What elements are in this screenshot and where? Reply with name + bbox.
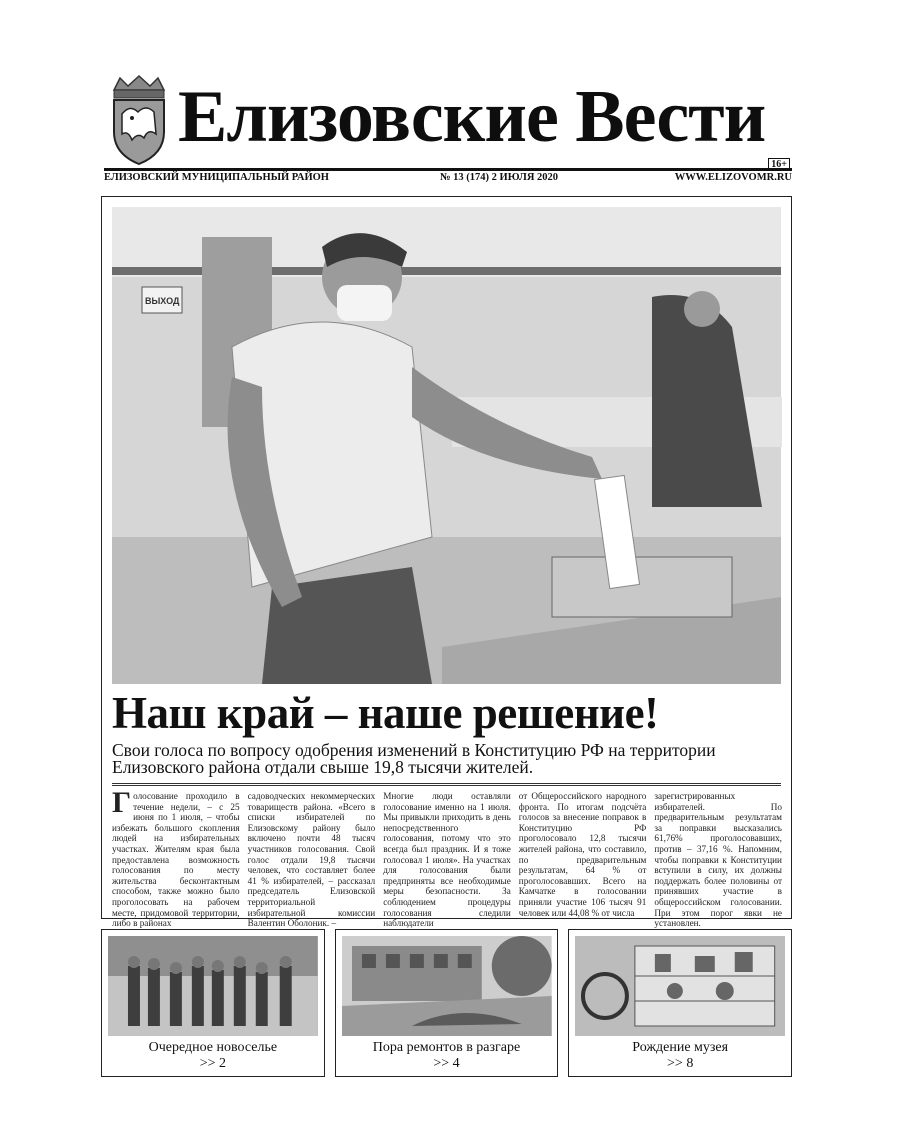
- lead-subhead: Свои голоса по вопросу одобрения изменений в Конституцию РФ на территории Елизовского района отдали свыше 19,8 тысячи жителей.: [112, 740, 716, 777]
- article-column-2: садоводческих некоммерческих товариществ района. «Всего в списки избирателей по Елизовскому району было включено почти 48 тысяч участников голосования. Свой голос отдали 19,8 тысячи человек, что составляет более 41 % избирателей, – рассказал председатель Елизовской территориальной избирательной комиссии Валентин Оболоник. –: [247, 791, 376, 929]
- masthead-subline: [104, 172, 792, 183]
- teaser-page-ref: >> 8: [667, 1056, 694, 1071]
- teaser-museum[interactable]: [568, 929, 792, 1077]
- teaser-repairs[interactable]: [335, 929, 559, 1077]
- age-rating-badge: 16+: [768, 158, 790, 171]
- newspaper-title: Елизовские Вести: [178, 76, 766, 158]
- lead-headline: Наш край – наше решение!: [112, 688, 659, 738]
- website-link[interactable]: WWW.ELIZOVOMR.RU: [674, 172, 792, 183]
- teaser-photo-group: [108, 936, 318, 1036]
- teaser-caption: Пора ремонтов в разгаре: [372, 1040, 521, 1055]
- lead-story: [101, 196, 792, 929]
- voting-scene-illustration: [112, 207, 781, 684]
- teaser-caption: Очередное новоселье: [148, 1040, 278, 1055]
- lead-photo: [112, 207, 781, 684]
- coat-of-arms-icon: [108, 74, 170, 166]
- teaser-photo-museum: [575, 936, 785, 1036]
- article-text-1: олосование проходило в течение недели, – с 25 июня по 1 июля, – чтобы избежать большого скопления людей на избирательных участках. Жителям края была предоставлена возможность голосования по месту жительства бесконтактным способом, также можно было проголосовать на рабочем месте, придомовой территории, либо в районах: [112, 791, 240, 929]
- masthead-rule: [104, 168, 792, 171]
- issue-info: № 13 (174) 2 ИЮЛЯ 2020: [440, 172, 559, 183]
- masthead: [104, 70, 792, 190]
- teaser-caption: Рождение музея: [632, 1040, 729, 1055]
- teaser-page-ref: >> 2: [199, 1056, 226, 1071]
- article-column-1: [112, 786, 240, 929]
- article-column-3: Многие люди оставляли голосование именно на 1 июля. Мы привыкли приходить в день непосредственного голосования, потому что это всегда был праздник. И я тоже голосовал 1 июля». На участках для голосования были предприняты все необходимые меры безопасности. За соблюдением процедуры голосования следили наблюдатели: [383, 791, 511, 929]
- article-column-4: от Общероссийского народного фронта. По итогам подсчёта голосов за внесение поправок в Конституцию РФ проголосовало 12,8 тысячи жителей района, что составило, по предварительным результатам, 64 % от проголосовавших. Всего на Камчатке в голосовании приняли участие 106 тысяч 91 человек или 44,08 % от числа: [518, 791, 647, 918]
- teaser-photo-building: [342, 936, 552, 1036]
- teasers-row: [101, 929, 792, 1077]
- exit-sign: ВЫХОД: [145, 296, 180, 306]
- dropcap: Г: [112, 786, 132, 819]
- section-rule: [112, 783, 781, 787]
- article-column-5: зарегистрированных избирателей. По предварительным результатам за поправки высказались 61,76% проголосовавших, против – 37,16 %. Напомним, чтобы поправки к Конституции вступили в силу, их должны поддержать более половины от принявших участие в общероссийском голосовании. При этом порог явки не установлен.: [654, 791, 782, 929]
- region-label: ЕЛИЗОВСКИЙ МУНИЦИПАЛЬНЫЙ РАЙОН: [104, 172, 329, 183]
- teaser-housewarming[interactable]: [101, 929, 325, 1077]
- teaser-page-ref: >> 4: [433, 1056, 460, 1071]
- article-columns: [112, 786, 782, 929]
